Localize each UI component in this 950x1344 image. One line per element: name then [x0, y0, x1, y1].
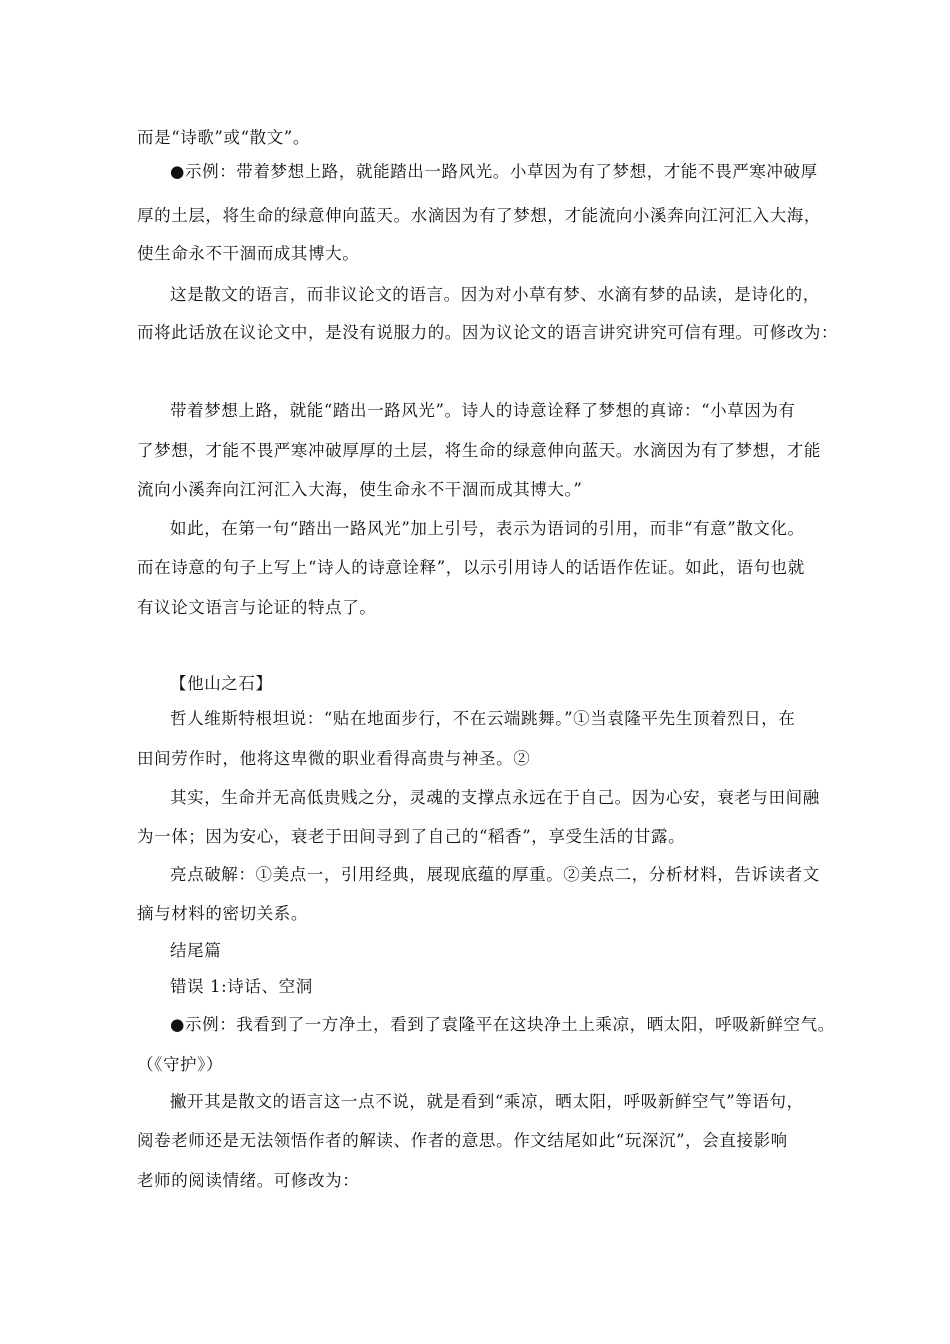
text-line: 如此，在第一句“踏出一路风光”加上引号，表示为语词的引用，而非“有意”散文化。 — [170, 519, 805, 538]
text-line: 撇开其是散文的语言这一点不说，就是看到“乘凉，晒太阳，呼吸新鲜空气”等语句， — [170, 1092, 804, 1111]
text-line: 带着梦想上路，就能“踏出一路风光”。诗人的诗意诠释了梦想的真谛：“小草因为有 — [170, 401, 796, 420]
text-line: 这是散文的语言，而非议论文的语言。因为对小草有梦、水滴有梦的品读，是诗化的， — [170, 285, 820, 304]
text-line: 流向小溪奔向江河汇入大海，使生命永不干涸而成其博大。” — [137, 480, 583, 499]
section-heading: 结尾篇 — [170, 941, 222, 960]
text-line: 了梦想，才能不畏严寒冲破厚厚的土层，将生命的绿意伸向蓝天。水滴因为有了梦想，才能 — [137, 441, 821, 460]
text-line: 有议论文语言与论证的特点了。 — [137, 598, 377, 617]
text-line: 厚的土层，将生命的绿意伸向蓝天。水滴因为有了梦想，才能流向小溪奔向江河汇入大海， — [137, 206, 821, 225]
text-line: ●示例：带着梦想上路，就能踏出一路风光。小草因为有了梦想，才能不畏严寒冲破厚 — [170, 162, 818, 181]
text-line: 亮点破解：①美点一，引用经典，展现底蕴的厚重。②美点二，分析材料，告诉读者文 — [170, 865, 820, 884]
text-line: （《守护》） — [137, 1055, 224, 1074]
text-line: 而在诗意的句子上写上“诗人的诗意诠释”，以示引用诗人的话语作佐证。如此，语句也就 — [137, 558, 805, 577]
text-line: ●示例：我看到了一方净土，看到了袁隆平在这块净土上乘凉，晒太阳，呼吸新鲜空气。 — [170, 1015, 835, 1034]
text-line: 而将此话放在议论文中，是没有说服力的。因为议论文的语言讲究讲究可信有理。可修改为： — [137, 323, 839, 342]
text-line: 其实，生命并无高低贵贱之分，灵魂的支撑点永远在于自己。因为心安，衰老与田间融 — [170, 788, 820, 807]
section-heading: 【他山之石】 — [170, 674, 273, 693]
text-line: 阅卷老师还是无法领悟作者的解读、作者的意思。作文结尾如此“玩深沉”，会直接影响 — [137, 1131, 788, 1150]
text-line: 哲人维斯特根坦说：“贴在地面步行，不在云端跳舞。”①当袁隆平先生顶着烈日，在 — [170, 709, 796, 728]
subheading: 错误 1:诗话、空洞 — [170, 977, 313, 996]
text-line: 使生命永不干涸而成其博大。 — [137, 244, 360, 263]
text-line: 摘与材料的密切关系。 — [137, 904, 308, 923]
text-line: 为一体；因为安心，衰老于田间寻到了自己的“稻香”，享受生活的甘露。 — [137, 827, 686, 846]
text-line: 田间劳作时，他将这卑微的职业看得高贵与神圣。② — [137, 749, 531, 768]
text-line: 老师的阅读情绪。可修改为： — [137, 1171, 360, 1190]
text-line: 而是“诗歌”或“散文”。 — [137, 128, 310, 147]
